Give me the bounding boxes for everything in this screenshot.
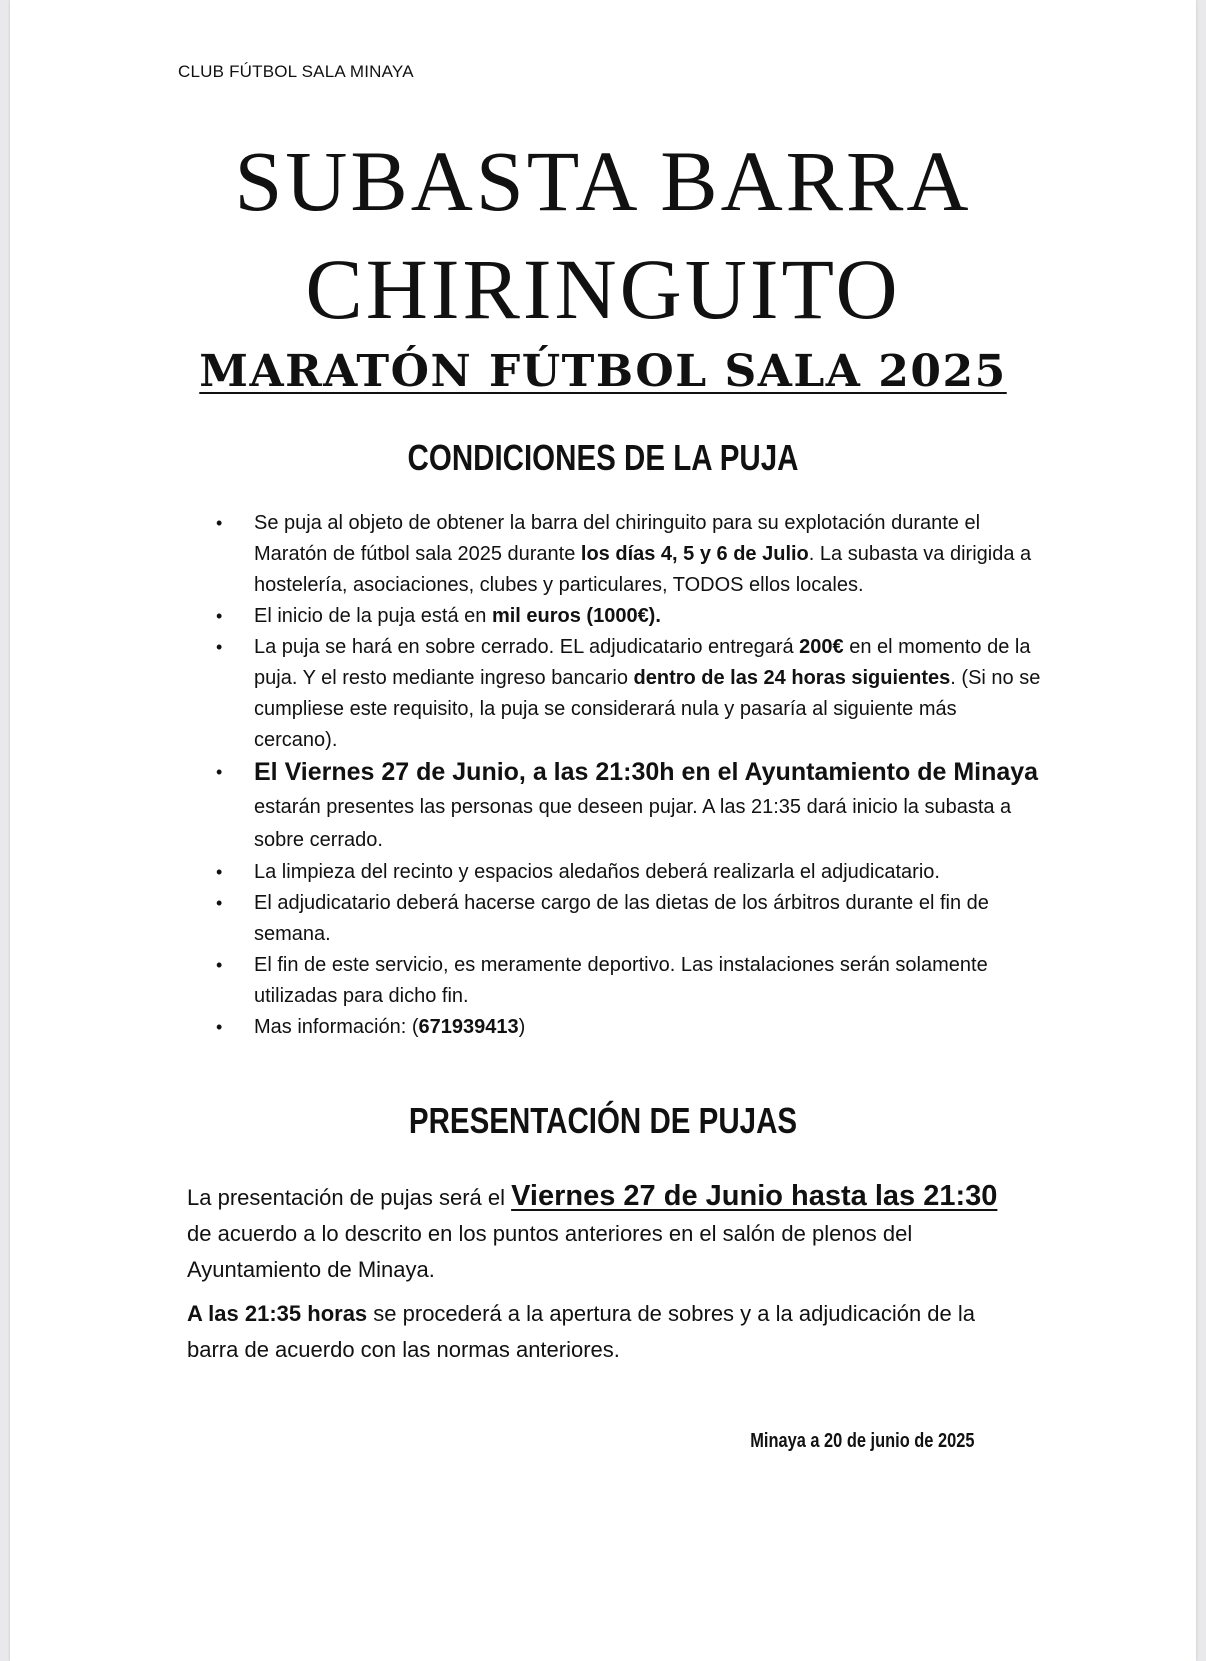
condition-item: [214, 756, 1044, 857]
subtitle: [10, 346, 1196, 397]
condition-item: [214, 950, 1044, 1012]
condition-item: [214, 601, 1044, 632]
condition-text: . La subasta va dirigida a hostelería, asociaciones, clubes y particulares, TODOS ellos locales.: [254, 543, 1032, 596]
condition-text: ): [518, 1016, 526, 1038]
condition-text: estarán presentes las personas que deseen pujar. A las 21:35 dará inicio la subasta a sobre cerrado.: [254, 796, 1012, 851]
paragraph-text: La presentación de pujas será el: [187, 1185, 512, 1210]
condition-text: La limpieza del recinto y espacios aledaños deberá realizarla el adjudicatario.: [254, 861, 940, 883]
paragraph-text: se procederá a la apertura de sobres y a la adjudicación de la barra de acuerdo con las normas anteriores.: [187, 1301, 975, 1362]
condition-item: [214, 1012, 1044, 1043]
bullet-icon: •: [216, 893, 223, 913]
presentation-heading: PRESENTACIÓN DE PUJAS: [408, 1100, 798, 1141]
condition-item: [214, 632, 1044, 756]
condition-text: El fin de este servicio, es meramente deportivo. Las instalaciones serán solamente utilizadas para dicho fin.: [254, 954, 988, 1007]
conditions-heading: CONDICIONES DE LA PUJA: [407, 437, 799, 478]
condition-text: Mas información: (: [254, 1016, 419, 1038]
condition-text: La puja se hará en sobre cerrado. EL adjudicatario entregará: [254, 636, 800, 658]
title-line-2: CHIRINGUITO: [305, 241, 901, 337]
condition-text: . (Si no se cumpliese este requisito, la puja se considerará nula y pasaría al siguiente más cercano).: [254, 667, 1041, 751]
subtitle-text: MARATÓN FÚTBOL SALA 2025: [199, 346, 1007, 397]
condition-bold: los días 4, 5 y 6 de Julio: [580, 543, 809, 565]
club-name: CLUB FÚTBOL SALA MINAYA: [178, 62, 414, 81]
document-page: [10, 0, 1196, 1661]
deadline-highlight: Viernes 27 de Junio hasta las 21:30: [511, 1180, 998, 1212]
bullet-icon: •: [216, 762, 223, 782]
phone-number: 671939413: [418, 1016, 519, 1038]
presentation-paragraph-2: [187, 1296, 1027, 1368]
condition-bold: El Viernes 27 de Junio, a las 21:30h en el Ayuntamiento de Minaya: [254, 758, 1039, 786]
condition-text: Se puja al objeto de obtener la barra del chiringuito para su explotación durante el Maratón de fútbol sala 2025 durante: [254, 512, 981, 565]
paragraph-text: de acuerdo a lo descrito en los puntos anteriores en el salón de plenos del Ayuntamiento de Minaya.: [187, 1221, 913, 1282]
bullet-icon: •: [216, 862, 223, 882]
presentation-paragraph-1: [187, 1178, 1027, 1288]
condition-item: [214, 508, 1044, 601]
condition-text: en el momento de la puja. Y el resto mediante ingreso bancario: [254, 636, 1031, 689]
condition-text: El adjudicatario deberá hacerse cargo de las dietas de los árbitros durante el fin de semana.: [254, 892, 989, 945]
bullet-icon: •: [216, 606, 223, 626]
condition-item: [214, 888, 1044, 950]
conditions-list: [214, 508, 1044, 1043]
signature-date: Minaya a 20 de junio de 2025: [749, 1430, 974, 1452]
time-highlight: A las 21:35 horas: [187, 1301, 368, 1326]
bullet-icon: •: [216, 513, 223, 533]
condition-text: El inicio de la puja está en: [254, 605, 492, 627]
condition-bold: mil euros (1000€).: [491, 605, 661, 627]
bullet-icon: •: [216, 637, 223, 657]
title-line-1: SUBASTA BARRA: [234, 133, 972, 229]
condition-bold: dentro de las 24 horas siguientes: [633, 667, 951, 689]
condition-item: [214, 857, 1044, 888]
bullet-icon: •: [216, 1017, 223, 1037]
condition-bold: 200€: [799, 636, 844, 658]
bullet-icon: •: [216, 955, 223, 975]
